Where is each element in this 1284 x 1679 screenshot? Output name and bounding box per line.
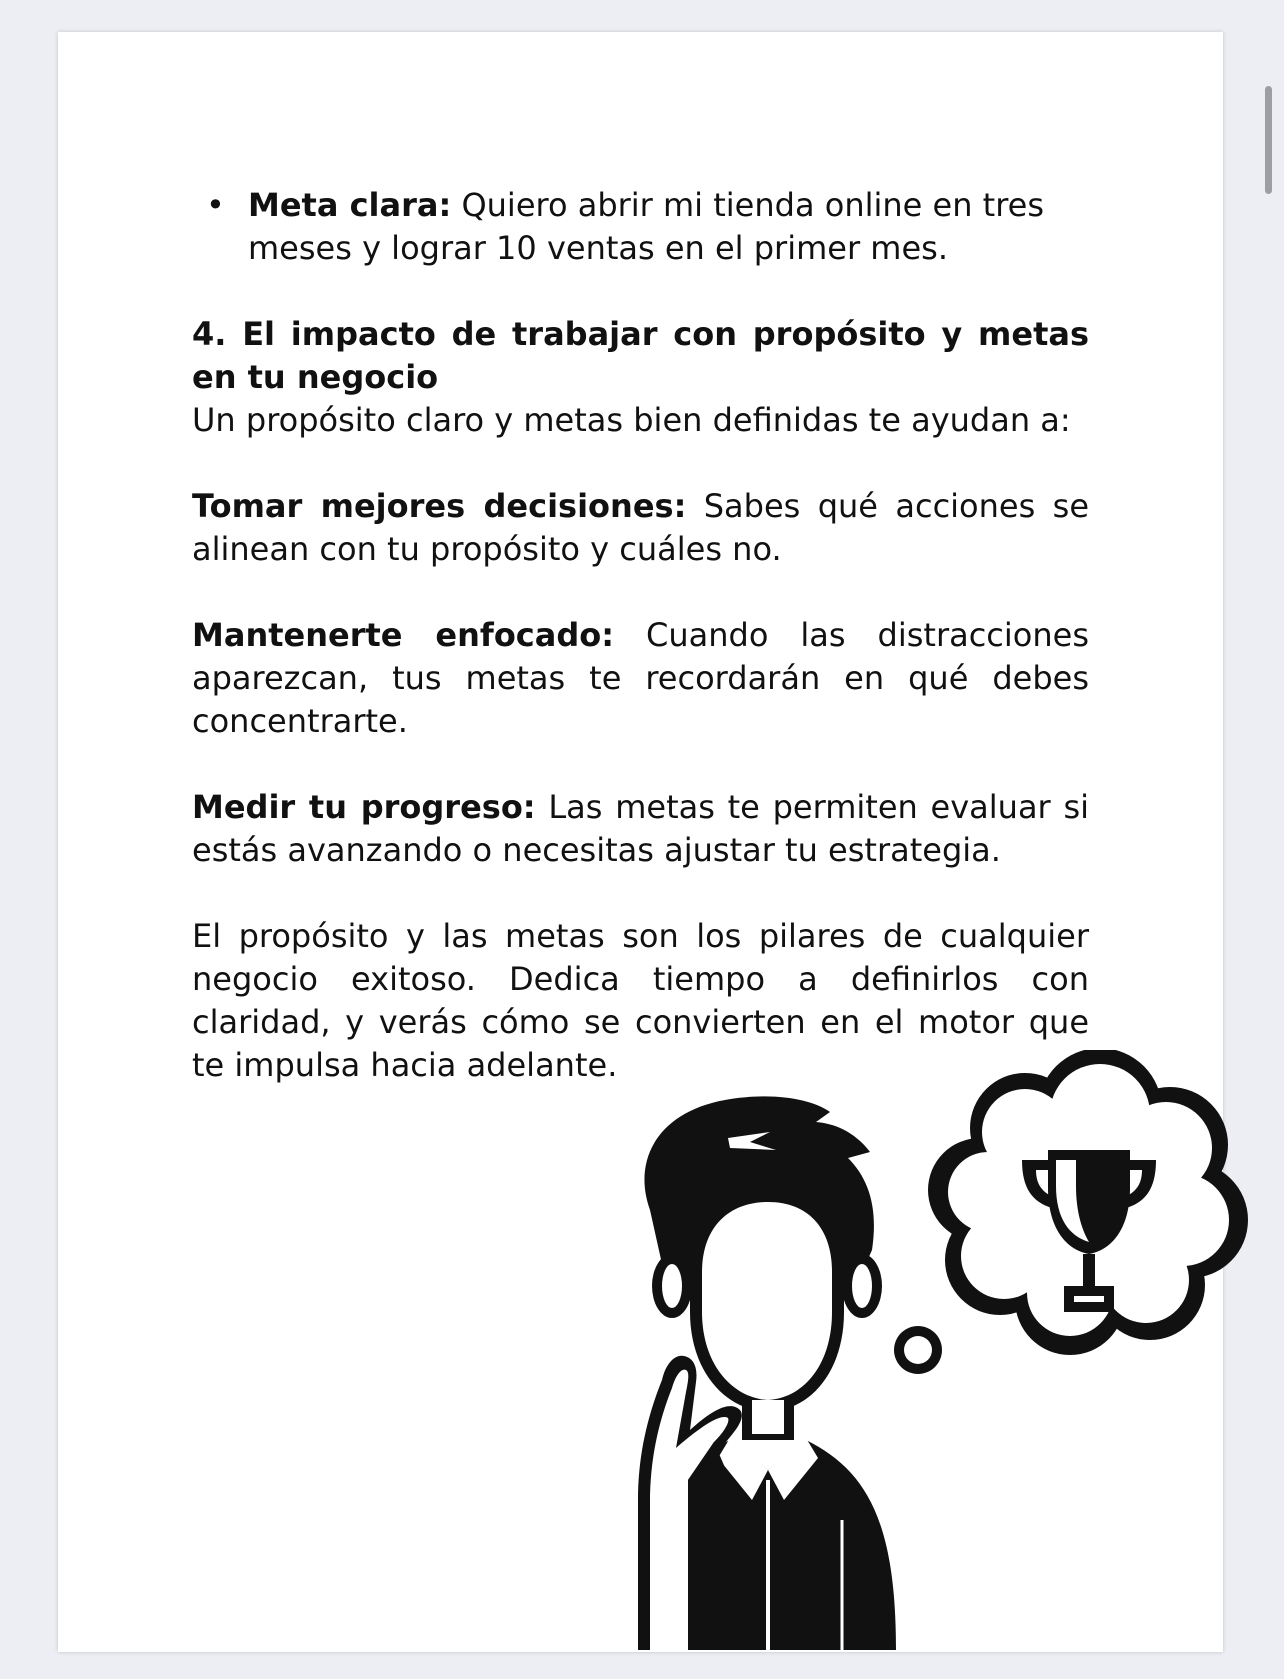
section-heading: 4. El impacto de trabajar con propósito y metas en tu negocio bbox=[192, 315, 1089, 396]
point-label: Tomar mejores decisiones: bbox=[192, 487, 687, 525]
bullet-text: Quiero abrir mi tienda online en tres meses y lograr 10 ventas en el primer mes. bbox=[248, 186, 1045, 267]
point-text: Las metas te permiten evaluar si estás avanzando o necesitas ajustar tu estrategia. bbox=[192, 788, 1090, 869]
point-progress bbox=[192, 786, 1089, 872]
point-text: Cuando las distracciones aparezcan, tus metas te recordarán en qué debes concentrarte. bbox=[192, 616, 1090, 740]
thinking-man-illustration bbox=[580, 1050, 1280, 1650]
scrollbar-thumb[interactable] bbox=[1265, 86, 1272, 194]
point-decisions bbox=[192, 485, 1089, 571]
page-content bbox=[192, 184, 1089, 1087]
bullet-dot: • bbox=[206, 186, 225, 224]
bullet-label: Meta clara: bbox=[248, 186, 452, 224]
thinking-man-icon bbox=[638, 1096, 896, 1650]
point-label: Mantenerte enfocado: bbox=[192, 616, 615, 654]
point-text: Sabes qué acciones se alinean con tu propósito y cuáles no. bbox=[192, 487, 1090, 568]
point-label: Medir tu progreso: bbox=[192, 788, 536, 826]
point-focus bbox=[192, 614, 1089, 743]
bullet-item-meta-clara bbox=[192, 184, 1089, 270]
conclusion-paragraph: El propósito y las metas son los pilares de cualquier negocio exitoso. Dedica tiempo a definirlos con claridad, y verás cómo se convierten en el motor que te impulsa hacia adelante. bbox=[192, 917, 1089, 1084]
intro-paragraph: Un propósito claro y metas bien definidas te ayudan a: bbox=[192, 401, 1071, 439]
